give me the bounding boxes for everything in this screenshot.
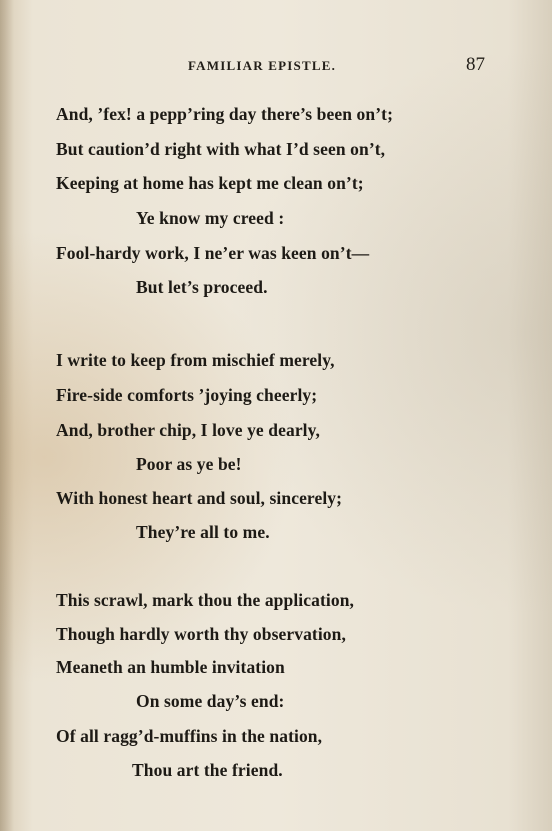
verse-line: Of all ragg’d-muffins in the nation, xyxy=(56,726,323,746)
gutter-shadow xyxy=(0,0,14,831)
verse-line: Fire-side comforts ’joying cheerly; xyxy=(56,385,318,405)
verse-line: They’re all to me. xyxy=(136,522,270,542)
page-header xyxy=(0,54,552,78)
verse-line: Fool-hardy work, I ne’er was keen on’t— xyxy=(56,243,370,263)
verse-line: But let’s proceed. xyxy=(136,277,268,297)
verse-line: On some day’s end: xyxy=(136,691,285,711)
verse-line: Meaneth an humble invitation xyxy=(56,657,285,677)
verse-line: Keeping at home has kept me clean on’t; xyxy=(56,173,364,193)
verse-line: Thou art the friend. xyxy=(132,760,283,780)
verse-line: Ye know my creed : xyxy=(136,208,285,228)
verse-line: I write to keep from mischief merely, xyxy=(56,350,335,370)
verse-line: And, brother chip, I love ye dearly, xyxy=(56,420,321,440)
verse-line: This scrawl, mark thou the application, xyxy=(56,590,355,610)
verse-line: Poor as ye be! xyxy=(136,454,242,474)
page-number: 87 xyxy=(466,54,485,75)
verse-line: With honest heart and soul, sincerely; xyxy=(56,488,343,508)
verse-line: And, ’fex! a pepp’ring day there’s been on’t; xyxy=(56,104,393,124)
verse-line: Though hardly worth thy observation, xyxy=(56,624,346,644)
running-title: FAMILIAR EPISTLE. xyxy=(188,58,337,73)
verse-line: But caution’d right with what I’d seen on’t, xyxy=(56,139,386,159)
